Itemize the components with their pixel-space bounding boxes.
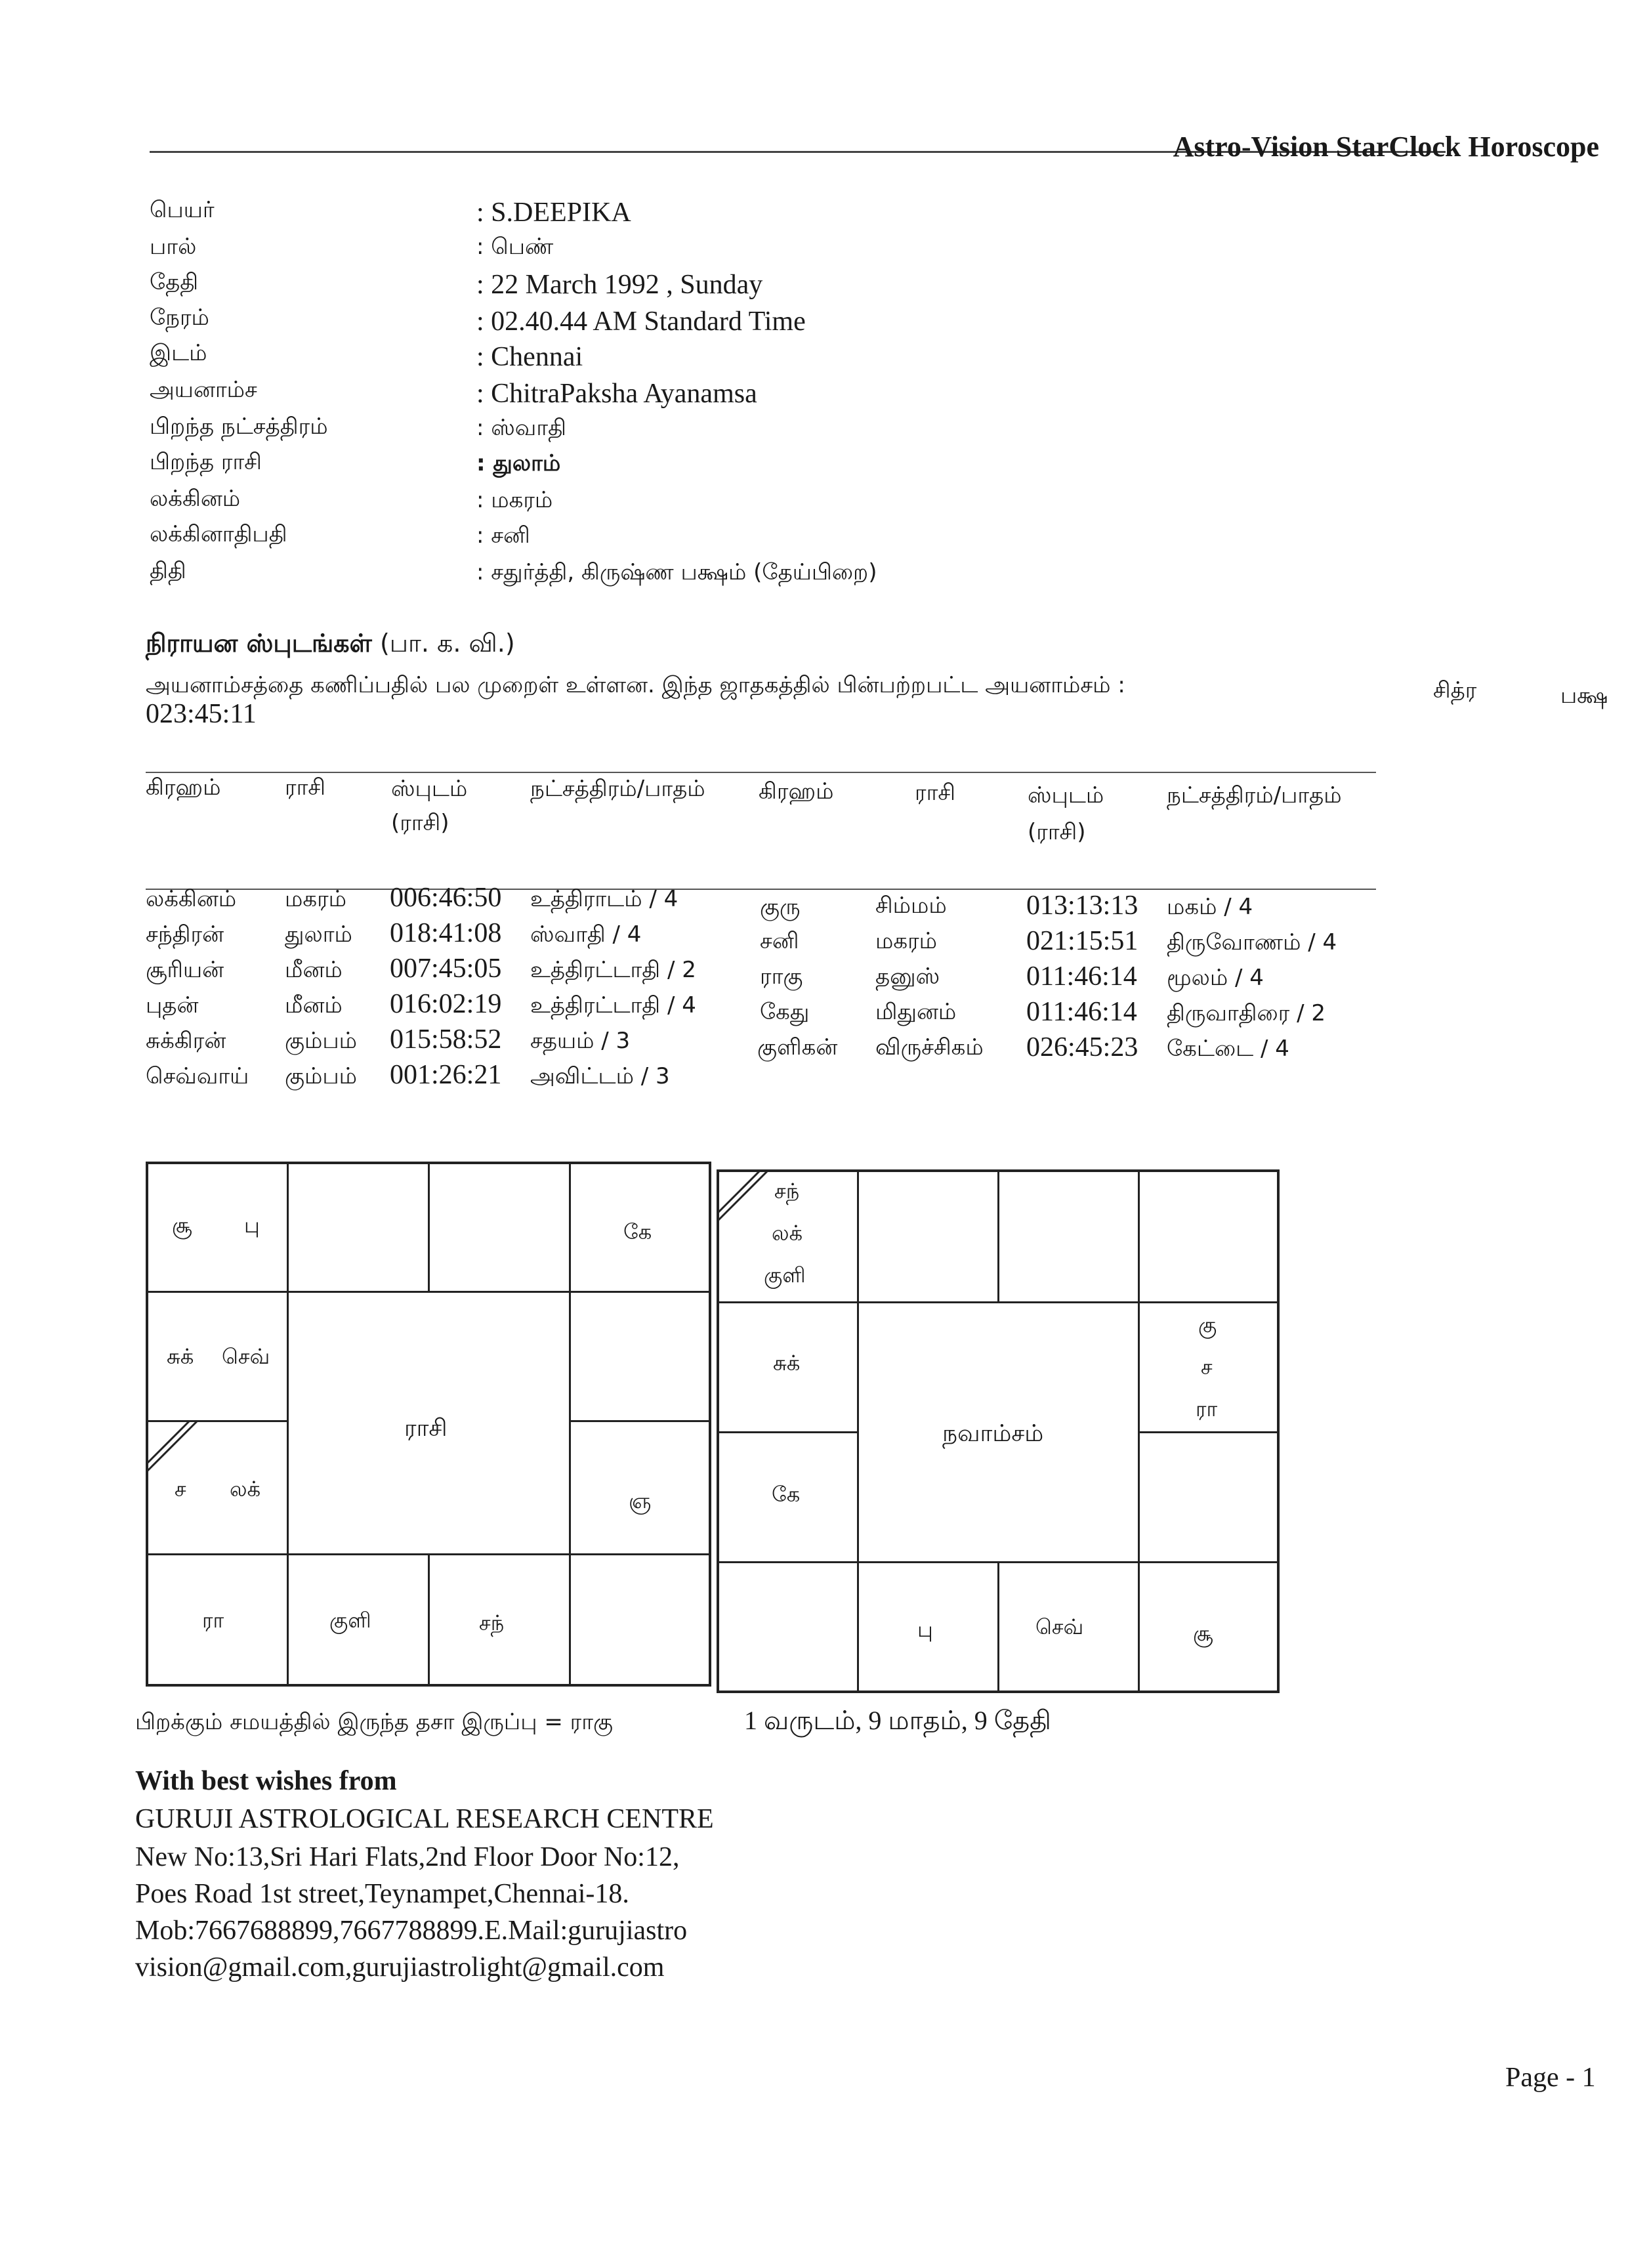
ayanamsa-value: 023:45:11	[146, 699, 257, 729]
cell-nakshatra: சதயம் / 3	[530, 1028, 631, 1054]
navamsa-planet: கு	[1198, 1312, 1217, 1337]
cell-sphutam: 001:26:21	[390, 1060, 502, 1090]
rasi-planet: லக்	[230, 1477, 261, 1502]
cell-nakshatra: அவிட்டம் / 3	[530, 1063, 670, 1089]
cell-planet: கேது	[760, 999, 810, 1025]
detail-label: லக்கினாதிபதி	[150, 521, 287, 547]
detail-value: : துலாம்	[476, 450, 561, 476]
cell-sphutam: 018:41:08	[390, 918, 502, 948]
rasi-cell	[569, 1420, 711, 1555]
cell-sphutam: 013:13:13	[1026, 891, 1138, 921]
navamsa-planet: சூ	[1193, 1621, 1213, 1646]
cell-rasi: கும்பம்	[285, 1028, 358, 1054]
cell-sphutam: 006:46:50	[390, 883, 502, 913]
detail-value: : மகரம்	[476, 487, 553, 513]
cell-sphutam: 021:15:51	[1026, 926, 1138, 956]
navamsa-planet: ச	[1201, 1354, 1213, 1379]
section-title-rest: (பா. க. வி.)	[379, 629, 515, 658]
detail-value: : 02.40.44 AM Standard Time	[476, 306, 806, 337]
navamsa-cell	[1138, 1431, 1280, 1563]
cell-sphutam: 026:45:23	[1026, 1032, 1138, 1062]
cell-rasi: மிதுனம்	[875, 999, 957, 1025]
cell-sphutam: 011:46:14	[1026, 961, 1137, 992]
navamsa-cell	[857, 1169, 999, 1303]
detail-label: தேதி	[150, 269, 199, 295]
wishes-heading: With best wishes from	[135, 1766, 397, 1796]
navamsa-planet: சுக்	[773, 1351, 801, 1376]
col-header-rasi: ராசி	[915, 780, 955, 806]
col-header-nakshatra: நட்சத்திரம்/பாதம்	[1167, 782, 1342, 808]
rasi-cell	[287, 1162, 430, 1293]
cell-nakshatra: மூலம் / 4	[1167, 965, 1264, 991]
page-number: Page - 1	[1505, 2063, 1596, 2093]
detail-value: : சனி	[476, 522, 530, 549]
navamsa-cell	[1138, 1169, 1280, 1303]
cell-rasi: விருச்சிகம்	[875, 1034, 984, 1060]
sphuta-section-title	[146, 629, 515, 662]
dasa-balance-label: பிறக்கும் சமயத்தில் இருந்த தசா இருப்பு = ராகு	[135, 1709, 613, 1735]
cell-sphutam: 007:45:05	[390, 954, 502, 984]
cell-rasi: தனுஸ்	[875, 963, 940, 990]
detail-value: : 22 March 1992 , Sunday	[476, 270, 763, 300]
col-header-nakshatra: நட்சத்திரம்/பாதம்	[530, 776, 705, 802]
cell-rasi: மீனம்	[285, 957, 343, 983]
footer-line: GURUJI ASTROLOGICAL RESEARCH CENTRE	[135, 1804, 714, 1834]
cell-nakshatra: மகம் / 4	[1167, 894, 1253, 920]
col-header-planet: கிரஹம்	[759, 778, 834, 805]
detail-value: : ChitraPaksha Ayanamsa	[476, 379, 757, 409]
cell-planet: சனி	[760, 928, 799, 954]
rasi-cell	[428, 1162, 571, 1293]
cell-rasi: கும்பம்	[285, 1063, 358, 1089]
cell-planet: சுக்கிரன்	[146, 1028, 226, 1054]
cell-rasi: மீனம்	[285, 992, 343, 1018]
cell-planet: ராகு	[760, 963, 803, 990]
rasi-planet: செவ்	[222, 1344, 270, 1369]
detail-label: பிறந்த ராசி	[150, 449, 262, 475]
ayanamsa-note-chitra: சித்ர	[1433, 677, 1477, 704]
cell-nakshatra: உத்திரட்டாதி / 4	[530, 992, 696, 1018]
detail-value: : S.DEEPIKA	[476, 198, 631, 228]
navamsa-cell	[997, 1169, 1140, 1303]
col-header-sphutam-sub: (ராசி)	[391, 810, 449, 836]
col-header-sphutam-sub: (ராசி)	[1028, 819, 1086, 845]
col-header-rasi: ராசி	[285, 774, 325, 801]
navamsa-planet: லக்	[772, 1221, 803, 1246]
detail-label: அயனாம்ச	[150, 377, 257, 403]
cell-rasi: மகரம்	[285, 886, 347, 912]
detail-value: : பெண்	[476, 234, 554, 260]
detail-label: நேரம்	[150, 304, 209, 331]
ayanamsa-note-paksha: பக்ஷ	[1560, 682, 1608, 709]
rasi-planet: சந்	[479, 1610, 505, 1635]
rasi-planet: ஞ	[629, 1488, 652, 1513]
cell-planet: குரு	[760, 894, 801, 920]
rasi-cell	[569, 1553, 711, 1687]
footer-line: vision@gmail.com,gurujiastrolight@gmail.com	[135, 1952, 665, 1983]
rasi-cell	[569, 1291, 711, 1422]
navamsa-planet: குளி	[764, 1263, 806, 1288]
rasi-planet: சுக்	[167, 1344, 194, 1369]
navamsa-planet: செவ்	[1035, 1614, 1084, 1639]
cell-planet: லக்கினம்	[146, 886, 237, 912]
detail-label: லக்கினம்	[150, 486, 241, 512]
rasi-planet: சூ	[172, 1213, 192, 1238]
navamsa-chart-title: நவாம்சம்	[942, 1420, 1044, 1447]
rasi-planet: ரா	[202, 1608, 224, 1633]
rasi-cell	[146, 1162, 289, 1293]
detail-label: பிறந்த நட்சத்திரம்	[150, 413, 328, 440]
section-title-bold: நிராயன ஸ்புடங்கள்	[146, 629, 372, 658]
cell-nakshatra: உத்திராடம் / 4	[530, 886, 678, 912]
navamsa-planet: ரா	[1196, 1396, 1218, 1421]
cell-sphutam: 011:46:14	[1026, 997, 1137, 1027]
dasa-balance-period: 1 வருடம், 9 மாதம், 9 தேதி	[744, 1706, 1051, 1735]
cell-nakshatra: திருவோணம் / 4	[1167, 929, 1337, 956]
navamsa-planet: சந்	[774, 1179, 800, 1204]
ayanamsa-note: அயனாம்சத்தை கணிப்பதில் பல முறைள் உள்ளன. இந்த ஜாதகத்தில் பின்பற்றபட்ட அயனாம்சம் :	[146, 672, 1125, 698]
col-header-sphutam: ஸ்புடம்	[1028, 782, 1104, 808]
cell-planet: செவ்வாய்	[146, 1063, 249, 1089]
cell-planet: குளிகன்	[757, 1034, 838, 1060]
header-title: Astro-Vision StarClock Horoscope	[1173, 131, 1599, 163]
detail-label: திதி	[150, 558, 186, 584]
cell-planet: புதன்	[146, 992, 199, 1018]
lagna-marker	[146, 1420, 198, 1473]
cell-sphutam: 016:02:19	[390, 989, 502, 1019]
detail-value: : ஸ்வாதி	[476, 415, 566, 441]
col-header-sphutam: ஸ்புடம்	[391, 776, 468, 802]
cell-nakshatra: உத்திரட்டாதி / 2	[530, 957, 696, 983]
navamsa-lagna-marker	[717, 1169, 769, 1222]
rasi-planet: குளி	[329, 1608, 371, 1633]
cell-nakshatra: ஸ்வாதி / 4	[530, 921, 642, 948]
col-header-planet: கிரஹம்	[146, 774, 221, 801]
cell-rasi: சிம்மம்	[875, 892, 947, 919]
cell-rasi: துலாம்	[285, 921, 352, 948]
cell-planet: சந்திரன்	[146, 921, 224, 948]
navamsa-cell	[717, 1561, 859, 1693]
detail-label: பெயர்	[150, 197, 215, 223]
rasi-chart-title: ராசி	[404, 1415, 448, 1442]
table-top-rule	[146, 772, 1376, 773]
cell-planet: சூரியன்	[146, 957, 224, 983]
navamsa-planet: பு	[917, 1617, 933, 1642]
rasi-planet: பு	[244, 1213, 260, 1238]
rasi-planet: கே	[623, 1219, 652, 1244]
cell-nakshatra: திருவாதிரை / 2	[1167, 1000, 1325, 1026]
detail-label: இடம்	[150, 340, 207, 366]
footer-line: Mob:7667688899,7667788899.E.Mail:gurujiastro	[135, 1916, 688, 1946]
footer-line: Poes Road 1st street,Teynampet,Chennai-18.	[135, 1879, 629, 1909]
cell-sphutam: 015:58:52	[390, 1024, 502, 1055]
cell-rasi: மகரம்	[875, 928, 938, 954]
detail-value: : சதுர்த்தி, கிருஷ்ண பக்ஷம் (தேய்பிறை)	[476, 559, 877, 585]
detail-label: பால்	[150, 234, 197, 260]
footer-line: New No:13,Sri Hari Flats,2nd Floor Door No:12,	[135, 1842, 680, 1872]
rasi-planet: ச	[175, 1477, 186, 1502]
detail-value: : Chennai	[476, 342, 583, 372]
navamsa-planet: கே	[772, 1482, 801, 1507]
cell-nakshatra: கேட்டை / 4	[1167, 1036, 1289, 1062]
